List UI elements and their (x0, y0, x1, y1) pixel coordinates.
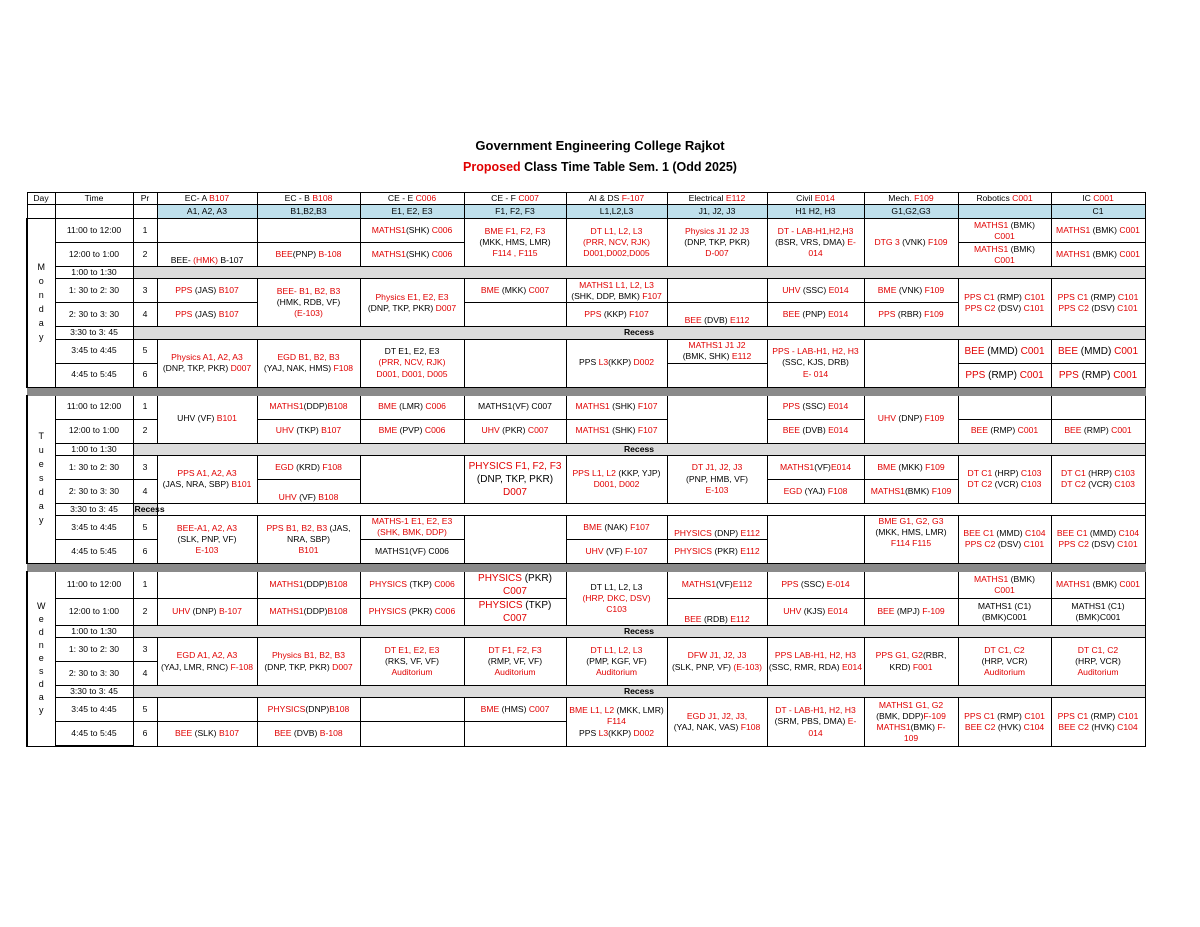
separator-cell (27, 563, 1145, 571)
slot-cell: DT L1, L2, L3 (HRP, DKC, DSV) C103 (566, 571, 667, 625)
time-cell: 12:00 to 1:00 (55, 598, 133, 625)
time-cell: 4:45 to 5:45 (55, 722, 133, 747)
slot-cell: MATHS1(VF)E112 (667, 571, 767, 598)
slot-cell: MATHS1 (BMK) C001 (1051, 571, 1145, 598)
time-cell: 1:00 to 1:30 (55, 625, 133, 637)
slot-cell (767, 515, 864, 563)
period-cell: 4 (133, 303, 157, 327)
empty-cell (157, 503, 1145, 515)
subtitle-proposed: Proposed (463, 160, 521, 174)
slot-cell: BME L1, L2 (MKK, LMR) F114 PPS L3(KKP) D002 (566, 698, 667, 747)
slot-cell: PHYSICS (PKR) C006 (360, 598, 464, 625)
slot-cell: BEE (MMD) C001 (958, 339, 1051, 363)
slot-cell: DFW J1, J2, J3 (SLK, PNP, VF) (E-103) (667, 638, 767, 686)
slot-cell: DTG 3 (VNK) F109 (864, 219, 958, 267)
slot-cell (257, 219, 360, 243)
time-cell: 1: 30 to 2: 30 (55, 455, 133, 479)
slot-cell: MATHS1(VF) C007 (464, 395, 566, 419)
slot-cell (360, 698, 464, 722)
slot-cell: MATHS1 (BMK) C001 (1051, 243, 1145, 267)
slot-cell: PHYSICS (DNP) E112 (667, 515, 767, 539)
slot-cell: PPS C1 (RMP) C101 BEE C2 (HVK) C104 (958, 698, 1051, 747)
header-row (27, 193, 1145, 205)
slot-cell: DT J1, J2, J3 (PNP, HMB, VF) E-103 (667, 455, 767, 503)
empty-cell (133, 205, 157, 219)
slot-cell: EGD A1, A2, A3 (YAJ, LMR, RNC) F-108 (157, 638, 257, 686)
period-cell: 2 (133, 243, 157, 267)
slot-cell (157, 698, 257, 722)
time-cell: 4:45 to 5:45 (55, 363, 133, 387)
group-cell: H1 H2, H3 (767, 205, 864, 219)
slot-cell: DT L1, L2, L3 (PRR, NCV, RJK) D001,D002,D005 (566, 219, 667, 267)
slot-cell: BEE (SLK) B107 (157, 722, 257, 747)
group-cell: E1, E2, E3 (360, 205, 464, 219)
monday-p3-row (27, 279, 1145, 303)
monday-p1-row (27, 219, 1145, 243)
col-branch: CE - F C007 (464, 193, 566, 205)
period-cell: 6 (133, 722, 157, 747)
slot-cell: DT C1 (HRP) C103 DT C2 (VCR) C103 (1051, 455, 1145, 503)
slot-cell: MATHS1(SHK) C006 (360, 219, 464, 243)
slot-cell: BEE- (HMK) B-107 (157, 243, 257, 267)
subtitle-text: Class Time Table Sem. 1 (Odd 2025) (524, 160, 737, 174)
time-cell: 11:00 to 12:00 (55, 395, 133, 419)
slot-cell: PPS (KKP) F107 (566, 303, 667, 327)
slot-cell: PHYSICS (PKR) E112 (667, 539, 767, 563)
slot-cell: UHV (KJS) E014 (767, 598, 864, 625)
slot-cell: PPS B1, B2, B3 (JAS, NRA, SBP) B101 (257, 515, 360, 563)
slot-cell: MATHS1 G1, G2 (BMK, DDP)F-109 MATHS1(BMK) F- 109 (864, 698, 958, 747)
day-label-monday: M o n d a y (27, 219, 55, 387)
recess-cell: Recess (133, 625, 1145, 637)
slot-cell: PPS (RBR) F109 (864, 303, 958, 327)
slot-cell: MATHS1(DDP)B108 (257, 571, 360, 598)
slot-cell: PHYSICS (TKP) C006 (360, 571, 464, 598)
time-cell: 2: 30 to 3: 30 (55, 303, 133, 327)
time-cell: 3:30 to 3: 45 (55, 503, 133, 515)
slot-cell: UHV (SSC) E014 (767, 279, 864, 303)
col-day: Day (27, 193, 55, 205)
time-cell: 11:00 to 12:00 (55, 219, 133, 243)
slot-cell: PPS C1 (RMP) C101 PPS C2 (DSV) C101 (958, 279, 1051, 327)
group-cell: G1,G2,G3 (864, 205, 958, 219)
slot-cell: PPS C1 (RMP) C101 BEE C2 (HVK) C104 (1051, 698, 1145, 747)
slot-cell (464, 339, 566, 387)
wednesday-recess-row (27, 686, 1145, 698)
slot-cell (667, 363, 767, 387)
slot-cell: PPS LAB-H1, H2, H3 (SSC, RMR, RDA) E014 (767, 638, 864, 686)
slot-cell: DT E1, E2, E3 (PRR, NCV, RJK) D001, D001, D005 (360, 339, 464, 387)
day-label-wednesday: W e d n e s d a y (27, 571, 55, 746)
slot-cell: PPS - LAB-H1, H2, H3 (SSC, KJS, DRB) E- 014 (767, 339, 864, 387)
time-cell: 3:30 to 3: 45 (55, 686, 133, 698)
period-cell: 1 (133, 395, 157, 419)
time-cell: 3:45 to 4:45 (55, 515, 133, 539)
period-cell: 2 (133, 419, 157, 443)
group-cell: B1,B2,B3 (257, 205, 360, 219)
recess-cell: Recess (133, 443, 1145, 455)
slot-cell: BME (PVP) C006 (360, 419, 464, 443)
slot-cell: MATHS1 (BMK) C001 (1051, 219, 1145, 243)
slot-cell: DT - LAB-H1, H2, H3 (SRM, PBS, DMA) E- 014 (767, 698, 864, 747)
slot-cell: Physics A1, A2, A3 (DNP, TKP, PKR) D007 (157, 339, 257, 387)
slot-cell: UHV (DNP) B-107 (157, 598, 257, 625)
slot-cell: BME (LMR) C006 (360, 395, 464, 419)
slot-cell: DT C1, C2 (HRP, VCR) Auditorium (1051, 638, 1145, 686)
time-cell: 3:45 to 4:45 (55, 698, 133, 722)
slot-cell: BME (NAK) F107 (566, 515, 667, 539)
slot-cell (157, 571, 257, 598)
tuesday-p3-row (27, 455, 1145, 479)
slot-cell: DT C1 (HRP) C103 DT C2 (VCR) C103 (958, 455, 1051, 503)
tuesday-p5-row (27, 515, 1145, 539)
slot-cell: PHYSICS F1, F2, F3 (DNP, TKP, PKR) D007 (464, 455, 566, 503)
slot-cell: DT C1, C2 (HRP, VCR) Auditorium (958, 638, 1051, 686)
col-pr: Pr (133, 193, 157, 205)
slot-cell: PPS C1 (RMP) C101 PPS C2 (DSV) C101 (1051, 279, 1145, 327)
wednesday-lunch-row (27, 625, 1145, 637)
slot-cell: BME (MKK) C007 (464, 279, 566, 303)
slot-cell: BME (VNK) F109 (864, 279, 958, 303)
slot-cell (864, 571, 958, 598)
slot-cell: BEE (RDB) E112 (667, 598, 767, 625)
day-label-tuesday: T u e s d a y (27, 395, 55, 563)
slot-cell: BEE- B1, B2, B3 (HMK, RDB, VF) (E-103) (257, 279, 360, 327)
slot-cell (864, 339, 958, 387)
slot-cell: PHYSICS (TKP) C007 (464, 598, 566, 625)
slot-cell: MATHS1 (BMK) C001 (958, 243, 1051, 267)
time-cell: 1:00 to 1:30 (55, 267, 133, 279)
period-cell: 3 (133, 455, 157, 479)
slot-cell (667, 279, 767, 303)
slot-cell: DT F1, F2, F3 (RMP, VF, VF) Auditorium (464, 638, 566, 686)
slot-cell: MATHS1(DDP)B108 (257, 395, 360, 419)
slot-cell: MATHS1 (BMK) C001 (958, 571, 1051, 598)
day-separator (27, 563, 1145, 571)
slot-cell: PPS L1, L2 (KKP, YJP) D001, D002 (566, 455, 667, 503)
slot-cell (958, 395, 1051, 419)
groups-row (27, 205, 1145, 219)
slot-cell: PPS G1, G2(RBR, KRD) F001 (864, 638, 958, 686)
wednesday-p1-row (27, 571, 1145, 598)
timetable (26, 192, 1146, 747)
slot-cell (464, 722, 566, 747)
monday-recess-row (27, 327, 1145, 339)
col-branch: EC - B B108 (257, 193, 360, 205)
tuesday-recess-row (27, 503, 1145, 515)
slot-cell: PPS (RMP) C001 (1051, 363, 1145, 387)
slot-cell: BEE (DVB) B-108 (257, 722, 360, 747)
tuesday-p1-row (27, 395, 1145, 419)
slot-cell: BME F1, F2, F3 (MKK, HMS, LMR) F114 , F115 (464, 219, 566, 267)
col-branch: Mech. F109 (864, 193, 958, 205)
col-branch: Robotics C001 (958, 193, 1051, 205)
time-cell: 12:00 to 1:00 (55, 243, 133, 267)
wednesday-p3-row (27, 638, 1145, 662)
slot-cell: BEE (MMD) C001 (1051, 339, 1145, 363)
recess-cell: Recess (134, 503, 165, 514)
slot-cell: Physics J1 J2 J3 (DNP, TKP, PKR) D-007 (667, 219, 767, 267)
slot-cell: PPS (SSC) E014 (767, 395, 864, 419)
slot-cell: Physics E1, E2, E3 (DNP, TKP, PKR) D007 (360, 279, 464, 327)
slot-cell (157, 219, 257, 243)
slot-cell: BME G1, G2, G3 (MKK, HMS, LMR) F114 F115 (864, 515, 958, 563)
slot-cell: DT - LAB-H1,H2,H3 (BSR, VRS, DMA) E- 014 (767, 219, 864, 267)
slot-cell: BEE (RMP) C001 (958, 419, 1051, 443)
group-cell: C1 (1051, 205, 1145, 219)
slot-cell (1051, 395, 1145, 419)
slot-cell: MATHS-1 E1, E2, E3 (SHK, BMK, DDP) (360, 515, 464, 539)
time-cell: 3:45 to 4:45 (55, 339, 133, 363)
time-cell: 4:45 to 5:45 (55, 539, 133, 563)
group-cell: A1, A2, A3 (157, 205, 257, 219)
tuesday-lunch-row (27, 443, 1145, 455)
col-branch: AI & DS F-107 (566, 193, 667, 205)
slot-cell: MATHS1 (SHK) F107 (566, 395, 667, 419)
lunch-cell (133, 267, 1145, 279)
slot-cell: PPS (RMP) C001 (958, 363, 1051, 387)
day-separator (27, 387, 1145, 395)
period-cell: 5 (133, 698, 157, 722)
slot-cell: MATHS1(BMK) F109 (864, 479, 958, 503)
slot-cell: UHV (VF) B108 (257, 479, 360, 503)
monday-lunch-row (27, 267, 1145, 279)
time-cell: 1: 30 to 2: 30 (55, 279, 133, 303)
slot-cell: PPS (SSC) E-014 (767, 571, 864, 598)
slot-cell: MATHS1(VF)E014 (767, 455, 864, 479)
slot-cell: MATHS1 (SHK) F107 (566, 419, 667, 443)
col-branch: EC- A B107 (157, 193, 257, 205)
slot-cell: BEE (DVB) E112 (667, 303, 767, 327)
col-branch: Electrical E112 (667, 193, 767, 205)
slot-cell: UHV (VF) F-107 (566, 539, 667, 563)
time-cell: 11:00 to 12:00 (55, 571, 133, 598)
slot-cell: MATHS1(DDP)B108 (257, 598, 360, 625)
wednesday-p5-row (27, 698, 1145, 722)
col-branch: CE - E C006 (360, 193, 464, 205)
group-cell: L1,L2,L3 (566, 205, 667, 219)
period-cell: 1 (133, 219, 157, 243)
recess-cell: Recess (133, 686, 1145, 698)
slot-cell: UHV (PKR) C007 (464, 419, 566, 443)
slot-cell (464, 303, 566, 327)
monday-p5-row (27, 339, 1145, 363)
slot-cell: MATHS1 (C1) (BMK)C001 (958, 598, 1051, 625)
slot-cell: PPS L3(KKP) D002 (566, 339, 667, 387)
group-cell: F1, F2, F3 (464, 205, 566, 219)
slot-cell: PPS (JAS) B107 (157, 303, 257, 327)
period-cell: 5 (133, 515, 157, 539)
slot-cell: DT E1, E2, E3 (RKS, VF, VF) Auditorium (360, 638, 464, 686)
slot-cell: BEE C1 (MMD) C104 PPS C2 (DSV) C101 (958, 515, 1051, 563)
col-branch: IC C001 (1051, 193, 1145, 205)
slot-cell: EGD (YAJ) F108 (767, 479, 864, 503)
slot-cell: PPS (JAS) B107 (157, 279, 257, 303)
slot-cell: MATHS1(VF) C006 (360, 539, 464, 563)
slot-cell: BME (HMS) C007 (464, 698, 566, 722)
group-cell: J1, J2, J3 (667, 205, 767, 219)
slot-cell: PHYSICS(DNP)B108 (257, 698, 360, 722)
slot-cell: UHV (TKP) B107 (257, 419, 360, 443)
period-cell: 3 (133, 279, 157, 303)
period-cell: 4 (133, 479, 157, 503)
slot-cell: BEE (RMP) C001 (1051, 419, 1145, 443)
period-cell: 6 (133, 539, 157, 563)
slot-cell: MATHS1 (BMK) C001 (958, 219, 1051, 243)
time-cell: 1:00 to 1:30 (55, 443, 133, 455)
slot-cell: EGD B1, B2, B3 (YAJ, NAK, HMS) F108 (257, 339, 360, 387)
slot-cell: UHV (VF) B101 (157, 395, 257, 443)
slot-cell (667, 395, 767, 443)
time-cell: 12:00 to 1:00 (55, 419, 133, 443)
page-title: Government Engineering College Rajkot (475, 138, 725, 153)
slot-cell: MATHS1 (C1) (BMK)C001 (1051, 598, 1145, 625)
slot-cell: BEE (PNP) E014 (767, 303, 864, 327)
slot-cell: DT L1, L2, L3 (PMP, KGF, VF) Auditorium (566, 638, 667, 686)
slot-cell: MATHS1(SHK) C006 (360, 243, 464, 267)
time-cell: 2: 30 to 3: 30 (55, 479, 133, 503)
separator-cell (27, 387, 1145, 395)
slot-cell: EGD J1, J2, J3, (YAJ, NAK, VAS) F108 (667, 698, 767, 747)
period-cell: 4 (133, 662, 157, 686)
period-cell: 6 (133, 363, 157, 387)
slot-cell: PHYSICS (PKR) C007 (464, 571, 566, 598)
page-subtitle (0, 160, 1200, 174)
time-cell: 2: 30 to 3: 30 (55, 662, 133, 686)
slot-cell: EGD (KRD) F108 (257, 455, 360, 479)
slot-cell: BEE (MPJ) F-109 (864, 598, 958, 625)
col-time: Time (55, 193, 133, 205)
slot-cell: UHV (DNP) F109 (864, 395, 958, 443)
slot-cell: BME (MKK) F109 (864, 455, 958, 479)
empty-cell (55, 205, 133, 219)
slot-cell: BEE-A1, A2, A3 (SLK, PNP, VF) E-103 (157, 515, 257, 563)
slot-cell (360, 455, 464, 503)
col-branch: Civil E014 (767, 193, 864, 205)
period-cell: 3 (133, 638, 157, 662)
slot-cell: BEE (DVB) E014 (767, 419, 864, 443)
time-cell: 3:30 to 3: 45 (55, 327, 133, 339)
period-cell: 1 (133, 571, 157, 598)
slot-cell (464, 515, 566, 563)
period-cell: 5 (133, 339, 157, 363)
slot-cell: MATHS1 J1 J2 (BMK, SHK) E112 (667, 339, 767, 363)
slot-cell: PPS A1, A2, A3 (JAS, NRA, SBP) B101 (157, 455, 257, 503)
slot-cell: MATHS1 L1, L2, L3 (SHK, DDP, BMK) F107 (566, 279, 667, 303)
recess-cell: Recess (133, 327, 1145, 339)
period-cell: 2 (133, 598, 157, 625)
slot-cell (360, 722, 464, 747)
slot-cell: BEE(PNP) B-108 (257, 243, 360, 267)
time-cell: 1: 30 to 2: 30 (55, 638, 133, 662)
group-cell (958, 205, 1051, 219)
slot-cell: Physics B1, B2, B3 (DNP, TKP, PKR) D007 (257, 638, 360, 686)
empty-cell (27, 205, 55, 219)
slot-cell: BEE C1 (MMD) C104 PPS C2 (DSV) C101 (1051, 515, 1145, 563)
